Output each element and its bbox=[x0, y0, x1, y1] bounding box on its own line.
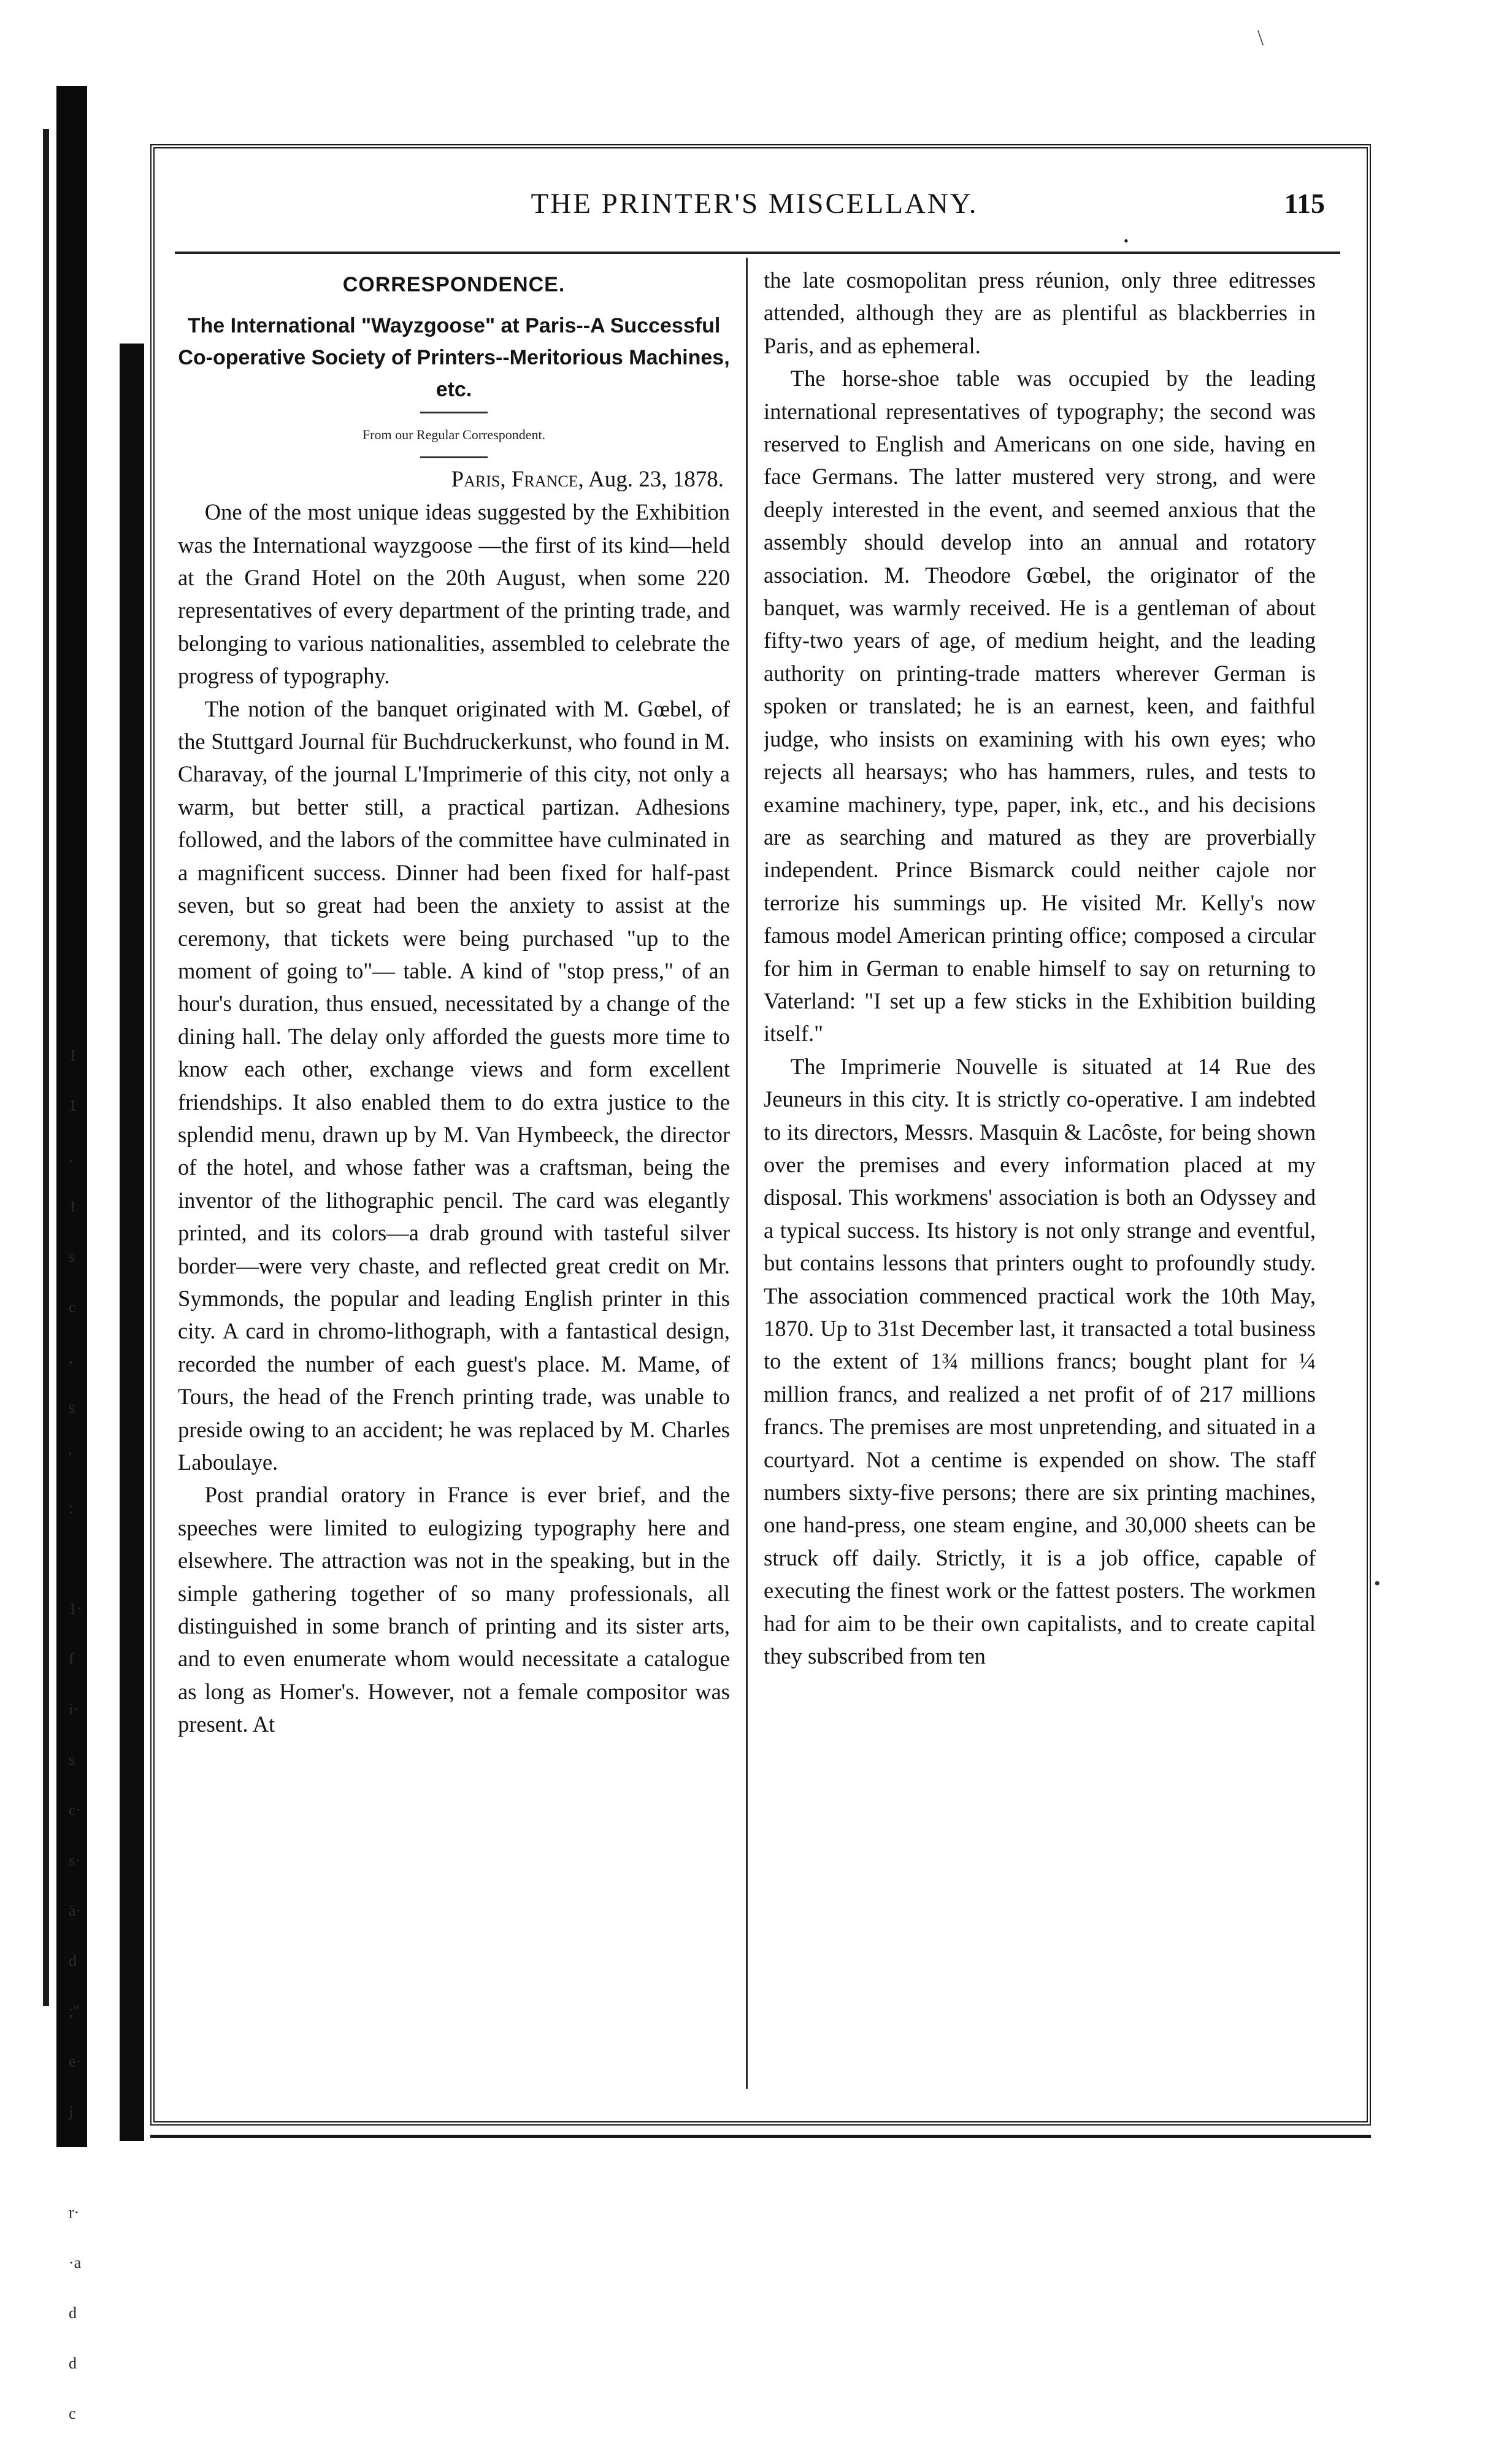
right-column bbox=[764, 264, 1316, 2089]
page-number: 115 bbox=[1284, 188, 1325, 219]
journal-title: THE PRINTER'S MISCELLANY. bbox=[531, 188, 978, 220]
article-headline: The International "Wayzgoose" at Paris--A Successful Co-operative Society of Printers--Meritorious Machines, etc. bbox=[178, 314, 730, 402]
facing-page-fragments: 1 1 , 1 s c , s ' : 1· f i· s c· s· ä· d ;" e· j r· ·a d d c bbox=[69, 1047, 82, 2422]
paragraph: The horse-shoe table was occupied by the leading international representatives of typography; the second was reserved to English and Americans on one side, having en face Germans. The latter mustered very strong, and were deeply interested in the event, and seemed anxious that the assembly should develop into an annual and rotatory association. M. Theodore Gœbel, the originator of the banquet, was warmly received. He is a gentleman of about fifty-two years of age, of medium height, and the leading authority on printing-trade matters wherever German is spoken or translated; he is an earnest, keen, and faithful judge, who insists on examining with his own eyes; who rejects all hearsays; who has hammers, rules, and tests to examine machinery, type, paper, ink, etc., and his decisions are as searching and matured as they are proverbially independent. Prince Bismarck could neither cajole nor terrorize his summings up. He visited Mr. Kelly's now famous model American printing office; composed a circular for him in German to enable himself to say on returning to Vaterland: "I set up a few sticks in the Exhibition building itself." bbox=[764, 366, 1316, 1047]
short-rule bbox=[420, 456, 488, 458]
left-column bbox=[178, 264, 730, 2089]
head-dot: • bbox=[1124, 233, 1129, 248]
dateline-place: Paris, France, bbox=[451, 466, 584, 492]
bottom-rule bbox=[150, 2135, 1371, 2138]
margin-dot: • bbox=[1374, 1573, 1381, 1594]
section-heading: CORRESPONDENCE. bbox=[342, 273, 566, 296]
scan-speck: \ bbox=[1257, 25, 1264, 50]
head-rule bbox=[175, 252, 1340, 254]
dateline-date: Aug. 23, 1878. bbox=[588, 466, 724, 492]
paragraph: The notion of the banquet originated with M. Gœbel, of the Stuttgard Journal für Buchdruckerkunst, who found in M. Charavay, of the journal L'Imprimerie of this city, not only a warm, but better still, a practical partizan. Adhesions followed, and the labors of the committee have culminated in a magnificent success. Dinner had been fixed for half-past seven, but so great had been the anxiety to assist at the ceremony, that tickets were being purchased "up to the moment of going to"— table. A kind of "stop press," of an hour's duration, thus ensued, necessitated by a change of the dining hall. The delay only afforded the guests more time to know each other, exchange views and form excellent friendships. It also enabled them to do extra justice to the splendid menu, drawn up by M. Van Hymbeeck, the director of the hotel, and whose father was a craftsman, being the inventor of the lithographic pencil. The card was elegantly printed, and its colors—a drab ground with tasteful silver border—were very chaste, and reflected great credit on Mr. Symmonds, the popular and leading English printer in this city. A card in chromo-lithograph, with a fantastical design, recorded the number of each guest's place. M. Mame, of Tours, the head of the French printing trade, was unable to preside owing to an accident; he was replaced by M. Charles Laboulaye. bbox=[178, 696, 730, 1475]
paragraph: One of the most unique ideas suggested by the Exhibition was the International wayzgoose —the first of its kind—held at the Grand Hotel on the 20th August, when some 220 representatives of every department of the printing trade, and belonging to various nationalities, assembled to celebrate the progress of typography. bbox=[178, 499, 730, 689]
byline: From our Regular Correspondent. bbox=[362, 427, 546, 443]
dateline bbox=[178, 463, 730, 496]
scan-edge-line bbox=[43, 129, 49, 2006]
paragraph: Post prandial oratory in France is ever brief, and the speeches were limited to eulogizing typography here and elsewhere. The attraction was not in the speaking, but in the simple gathering together of so many professionals, all distinguished in some branch of printing and its sister arts, and to even enumerate whom would necessitate a catalogue as long as Homer's. However, not a female compositor was present. At bbox=[178, 1482, 730, 1737]
short-rule bbox=[420, 412, 488, 413]
paragraph: the late cosmopolitan press réunion, only three editresses attended, although they are as plentiful as blackberries in Paris, and as ephemeral. bbox=[764, 267, 1316, 358]
paragraph: The Imprimerie Nouvelle is situated at 14 Rue des Jeuneurs in this city. It is strictly co-operative. I am indebted to its directors, Messrs. Masquin & Lacôste, for being shown over the premises and every information placed at my disposal. This workmens' association is both an Odyssey and a typical success. Its history is not only strange and eventful, but contains lessons that printers ought to profoundly study. The association commenced practical work the 10th May, 1870. Up to 31st December last, it transacted a total business to the extent of 1¾ millions francs; bought plant for ¼ million francs, and realized a net profit of of 217 millions francs. The premises are most unpretending, and situated in a courtyard. Not a centime is expended on show. The staff numbers sixty-five persons; there are six printing machines, one hand-press, one steam engine, and 30,000 sheets can be struck off daily. Strictly, it is a job office, capable of executing the finest work or the fattest posters. The workmen had for aim to be their own capitalists, and to create capital they subscribed from ten bbox=[764, 1053, 1316, 1669]
column-rule bbox=[746, 258, 748, 2089]
running-head bbox=[172, 187, 1337, 230]
